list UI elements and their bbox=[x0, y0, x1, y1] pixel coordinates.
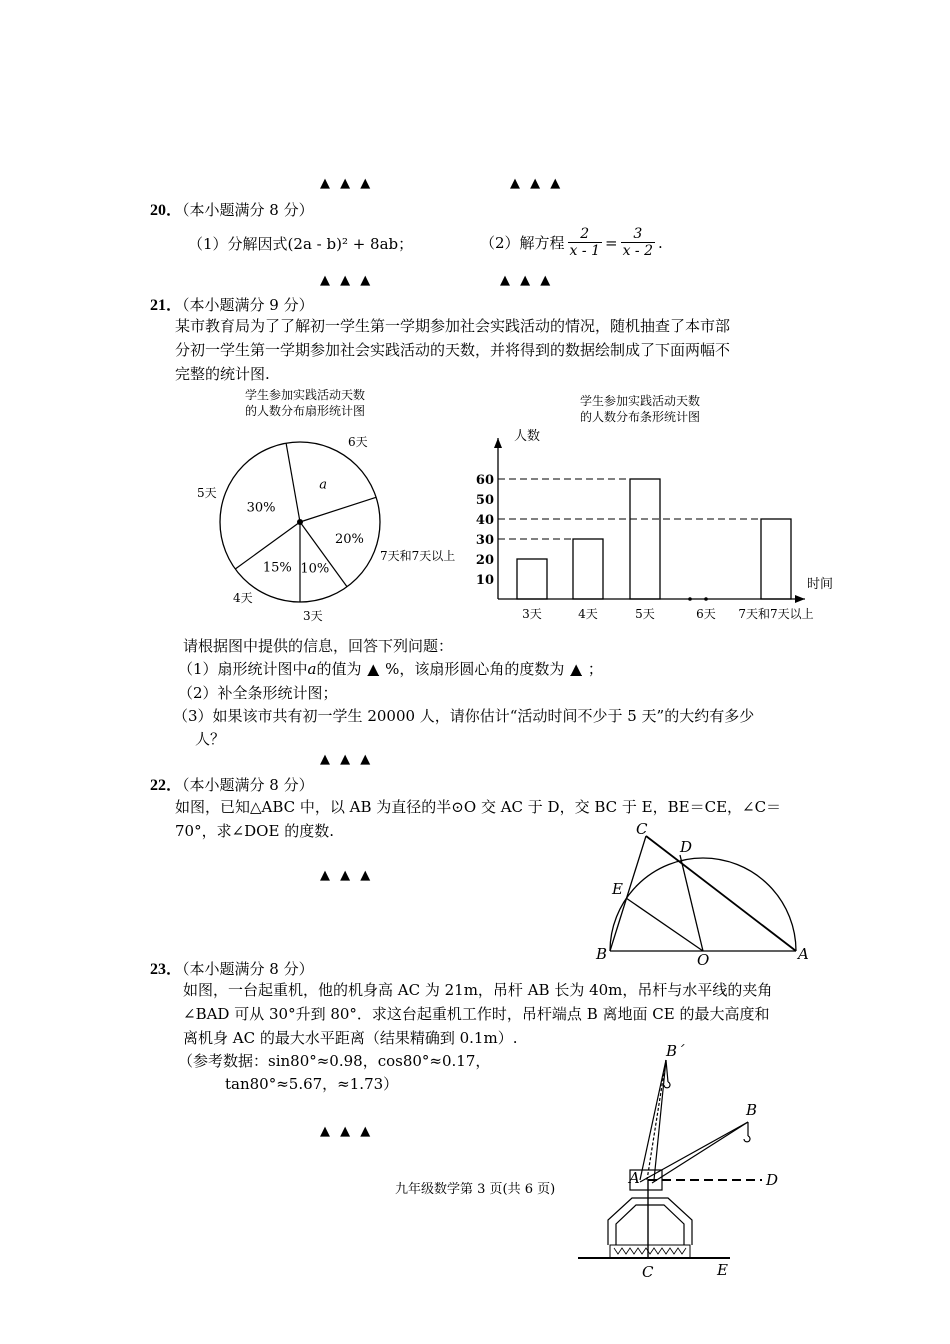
equals-sign: = bbox=[604, 233, 618, 252]
question-22-heading bbox=[150, 772, 314, 795]
label-A: A bbox=[629, 1169, 640, 1187]
bar bbox=[761, 519, 791, 599]
bar bbox=[573, 539, 603, 599]
label-C: C bbox=[636, 820, 648, 838]
y-tick-label: 10 bbox=[475, 573, 494, 588]
label-E: E bbox=[612, 880, 623, 898]
answer-blank-2: ▲ bbox=[570, 660, 582, 678]
reference-data-line-2: tan80°≈5.67，≈1.73） bbox=[225, 1075, 399, 1093]
pie-value-label: 10% bbox=[300, 561, 330, 577]
question-20-heading bbox=[150, 197, 314, 220]
question-number: 23． bbox=[150, 961, 183, 978]
x-tick-label: 7天和7天以上 bbox=[738, 607, 814, 621]
crane-legs-inner bbox=[616, 1205, 684, 1245]
boom-AB-prime-cable bbox=[647, 1060, 666, 1180]
part-2-prefix: （2）解方程 bbox=[480, 234, 565, 252]
text-line: 完整的统计图. bbox=[175, 365, 270, 383]
segment-AC bbox=[646, 836, 796, 951]
period: . bbox=[658, 233, 663, 252]
answer-blank-mark: ▲ ▲ ▲ bbox=[320, 273, 374, 288]
pie-chart bbox=[185, 380, 485, 630]
boom-AB-prime bbox=[640, 1060, 666, 1180]
bar-title-line-2: 的人数分布条形统计图 bbox=[579, 410, 701, 424]
question-21-text bbox=[175, 314, 730, 386]
y-tick-label: 60 bbox=[475, 473, 494, 488]
fraction-2 bbox=[621, 226, 655, 259]
question-21-prompt: 请根据图中提供的信息，回答下列问题： bbox=[183, 637, 454, 655]
pie-value-label: 15% bbox=[262, 560, 292, 576]
pie-label-3-days: 3天 bbox=[303, 609, 323, 623]
question-23-heading bbox=[150, 956, 314, 979]
reference-data-line-1: （参考数据：sin80°≈0.98，cos80°≈0.17， bbox=[178, 1052, 491, 1070]
missing-bar-marker bbox=[704, 597, 708, 601]
pie-label-6-days: 6天 bbox=[348, 435, 368, 449]
text-line: 离机身 AC 的最大水平距离（结果精确到 0.1m）. bbox=[183, 1029, 518, 1047]
variable-a: a bbox=[307, 660, 317, 678]
y-axis-arrow bbox=[494, 438, 502, 448]
label-A: A bbox=[798, 945, 809, 963]
fraction-numerator: 3 bbox=[633, 226, 643, 242]
hook-B bbox=[744, 1122, 750, 1142]
fraction-1 bbox=[568, 226, 602, 259]
text-line: 某市教育局为了了解初一学生第一学期参加社会实践活动的情况，随机抽查了本市部 bbox=[175, 317, 731, 335]
q22-geometry-figure bbox=[590, 818, 820, 968]
x-axis-label: 时间 bbox=[807, 577, 834, 592]
segment-OE bbox=[626, 898, 703, 951]
label-D: D bbox=[766, 1171, 779, 1189]
answer-blank-mark: ▲ ▲ ▲ bbox=[320, 176, 374, 191]
y-tick-label: 20 bbox=[475, 553, 494, 568]
answer-blank-mark: ▲ ▲ ▲ bbox=[320, 1124, 374, 1139]
pie-label-5-days: 5天 bbox=[197, 486, 217, 500]
text-line: 如图，已知△ABC 中，以 AB 为直径的半⊙O 交 AC 于 D，交 BC 于 E，BE＝CE，∠C＝ bbox=[175, 798, 782, 816]
bar bbox=[517, 559, 547, 599]
x-axis-arrow bbox=[795, 595, 805, 603]
pie-value-label: 20% bbox=[335, 532, 364, 548]
pie-slice-boundary bbox=[300, 497, 376, 522]
x-tick-label: 3天 bbox=[522, 607, 542, 621]
answer-blank-mark: ▲ ▲ ▲ bbox=[500, 273, 554, 288]
text-line: 如图，一台起重机，他的机身高 AC 为 21m，吊杆 AB 长为 40m，吊杆与水平线的夹角 bbox=[183, 981, 773, 999]
label-O: O bbox=[697, 951, 710, 968]
question-score: （本小题满分 8 分） bbox=[182, 201, 314, 219]
x-tick-label: 6天 bbox=[696, 607, 716, 621]
question-number: 22． bbox=[150, 777, 183, 794]
question-21-sub-3: （3）如果该市共有初一学生 20000 人，请你估计“活动时间不少于 5 天”的大约有多少 bbox=[173, 707, 755, 725]
question-21-sub-2: （2）补全条形统计图； bbox=[178, 684, 338, 702]
bar-title-line-1: 学生参加实践活动天数 bbox=[579, 394, 701, 408]
boom-AB-edge bbox=[652, 1122, 748, 1183]
label-D: D bbox=[680, 838, 693, 856]
answer-blank-1: ▲ bbox=[367, 660, 380, 678]
x-tick-label: 4天 bbox=[578, 607, 598, 621]
text-fragment: （1）扇形统计图中 bbox=[178, 660, 308, 678]
answer-blank-mark: ▲ ▲ ▲ bbox=[320, 868, 374, 883]
text-line: ∠BAD 可从 30°升到 80°．求这台起重机工作时，吊杆端点 B 离地面 CE 的最大高度和 bbox=[183, 1005, 770, 1023]
question-number: 21． bbox=[150, 297, 183, 314]
boom-AB-prime-edge bbox=[654, 1060, 666, 1180]
semicircle bbox=[610, 858, 796, 951]
question-20-part-1: （1）分解因式(2a - b)² + 8ab； bbox=[188, 235, 414, 253]
axis-dot bbox=[688, 597, 692, 601]
text-fragment: 的值为 bbox=[316, 660, 362, 678]
crane-figure bbox=[570, 1040, 800, 1290]
label-E: E bbox=[717, 1261, 728, 1279]
text-fragment: ； bbox=[587, 660, 603, 678]
y-tick-label: 50 bbox=[475, 493, 494, 508]
y-axis-label: 人数 bbox=[514, 429, 541, 444]
pie-label-7-days: 7天和7天以上 bbox=[380, 549, 456, 563]
bar-chart bbox=[470, 388, 850, 638]
y-tick-label: 30 bbox=[475, 533, 494, 548]
question-score: （本小题满分 8 分） bbox=[182, 960, 314, 978]
question-21-heading bbox=[150, 292, 314, 315]
question-21-sub-1 bbox=[178, 658, 603, 679]
y-tick-label: 40 bbox=[475, 513, 494, 528]
segment-OD bbox=[680, 855, 703, 951]
crane-base-pattern bbox=[614, 1248, 686, 1254]
page-footer: 九年级数学第 3 页(共 6 页) bbox=[395, 1182, 556, 1197]
bar bbox=[630, 479, 660, 599]
x-tick-label: 5天 bbox=[635, 607, 655, 621]
text-line: 70°，求∠DOE 的度数. bbox=[175, 822, 334, 840]
answer-blank-mark: ▲ ▲ ▲ bbox=[320, 752, 374, 767]
pie-slice-boundary bbox=[286, 443, 300, 522]
text-fragment: %，该扇形圆心角的度数为 bbox=[385, 660, 565, 678]
pie-label-4-days: 4天 bbox=[233, 591, 253, 605]
label-B: B bbox=[596, 945, 608, 963]
fraction-denominator: x - 1 bbox=[569, 243, 600, 259]
pie-title-line-2: 的人数分布扇形统计图 bbox=[244, 404, 366, 418]
question-20-part-2 bbox=[480, 226, 663, 259]
question-score: （本小题满分 8 分） bbox=[182, 776, 314, 794]
text-line: 分初一学生第一学期参加社会实践活动的天数，并将得到的数据绘制成了下面两幅不 bbox=[175, 341, 731, 359]
question-score: （本小题满分 9 分） bbox=[182, 296, 314, 314]
pie-value-label: a bbox=[319, 477, 328, 493]
label-B: B bbox=[746, 1101, 758, 1119]
pie-value-label: 30% bbox=[246, 500, 276, 516]
label-B-prime: B´ bbox=[666, 1042, 685, 1060]
question-number: 20． bbox=[150, 202, 183, 219]
label-C: C bbox=[642, 1263, 654, 1281]
crane-base bbox=[610, 1245, 690, 1258]
pie-center bbox=[297, 519, 303, 525]
fraction-denominator: x - 2 bbox=[622, 243, 653, 259]
pie-title-line-1: 学生参加实践活动天数 bbox=[244, 388, 366, 402]
fraction-numerator: 2 bbox=[580, 226, 590, 242]
answer-blank-mark: ▲ ▲ ▲ bbox=[510, 176, 564, 191]
question-21-sub-3-cont: 人？ bbox=[195, 730, 226, 748]
